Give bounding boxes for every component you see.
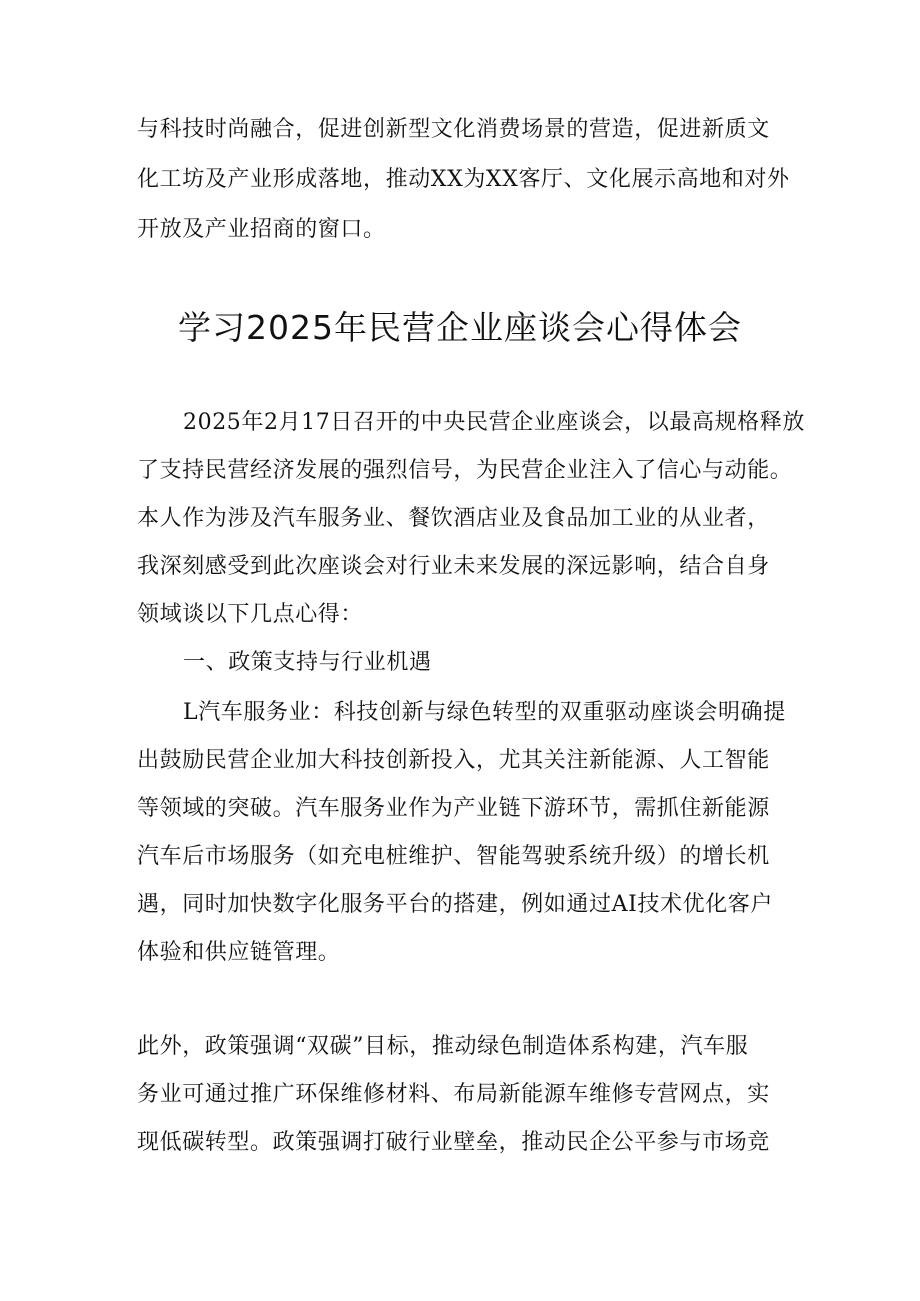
paragraph-2-line-3: 等领域的突破。汽车服务业作为产业链下游环节，需抓住新能源 xyxy=(137,796,770,821)
paragraph-3-line-1: 此外，政策强调“双碳”目标，推动绿色制造体系构建，汽车服 xyxy=(137,1034,749,1059)
paragraph-1-line-1: 2025年2月17日召开的中央民营企业座谈会，以最高规格释放 xyxy=(183,410,805,435)
paragraph-1-line-2: 了支持民营经济发展的强烈信号，为民营企业注入了信心与动能。 xyxy=(137,458,793,483)
paragraph-1-line-4: 我深刻感受到此次座谈会对行业未来发展的深远影响，结合自身 xyxy=(137,554,770,579)
intro-line-3: 开放及产业招商的窗口。 xyxy=(137,217,386,242)
paragraph-2-line-2: 出鼓励民营企业加大科技创新投入，尤其关注新能源、人工智能 xyxy=(137,748,770,773)
paragraph-2-line-5: 遇，同时加快数字化服务平台的搭建，例如通过AI技术优化客户 xyxy=(137,892,773,917)
intro-line-2: 化工坊及产业形成落地，推动XX为XX客厅、文化展示高地和对外 xyxy=(137,167,790,192)
paragraph-1-line-5: 领域谈以下几点心得： xyxy=(137,602,364,627)
section-1-heading: 一、政策支持与行业机遇 xyxy=(183,650,432,675)
paragraph-3-line-3: 现低碳转型。政策强调打破行业壁垒，推动民企公平参与市场竞 xyxy=(137,1130,770,1155)
paragraph-2-line-6: 体验和供应链管理。 xyxy=(137,940,341,965)
paragraph-2-line-1: L汽车服务业：科技创新与绿色转型的双重驱动座谈会明确提 xyxy=(183,700,786,725)
paragraph-1-line-3: 本人作为涉及汽车服务业、餐饮酒店业及食品加工业的从业者， xyxy=(137,506,770,531)
intro-line-1: 与科技时尚融合，促进创新型文化消费场景的营造，促进新质文 xyxy=(137,117,770,142)
document-title: 学习2025年民营企业座谈会心得体会 xyxy=(178,308,742,347)
paragraph-2-line-4: 汽车后市场服务（如充电桩维护、智能驾驶系统升级）的增长机 xyxy=(137,844,770,869)
paragraph-3-line-2: 务业可通过推广环保维修材料、布局新能源车维修专营网点，实 xyxy=(137,1082,770,1107)
